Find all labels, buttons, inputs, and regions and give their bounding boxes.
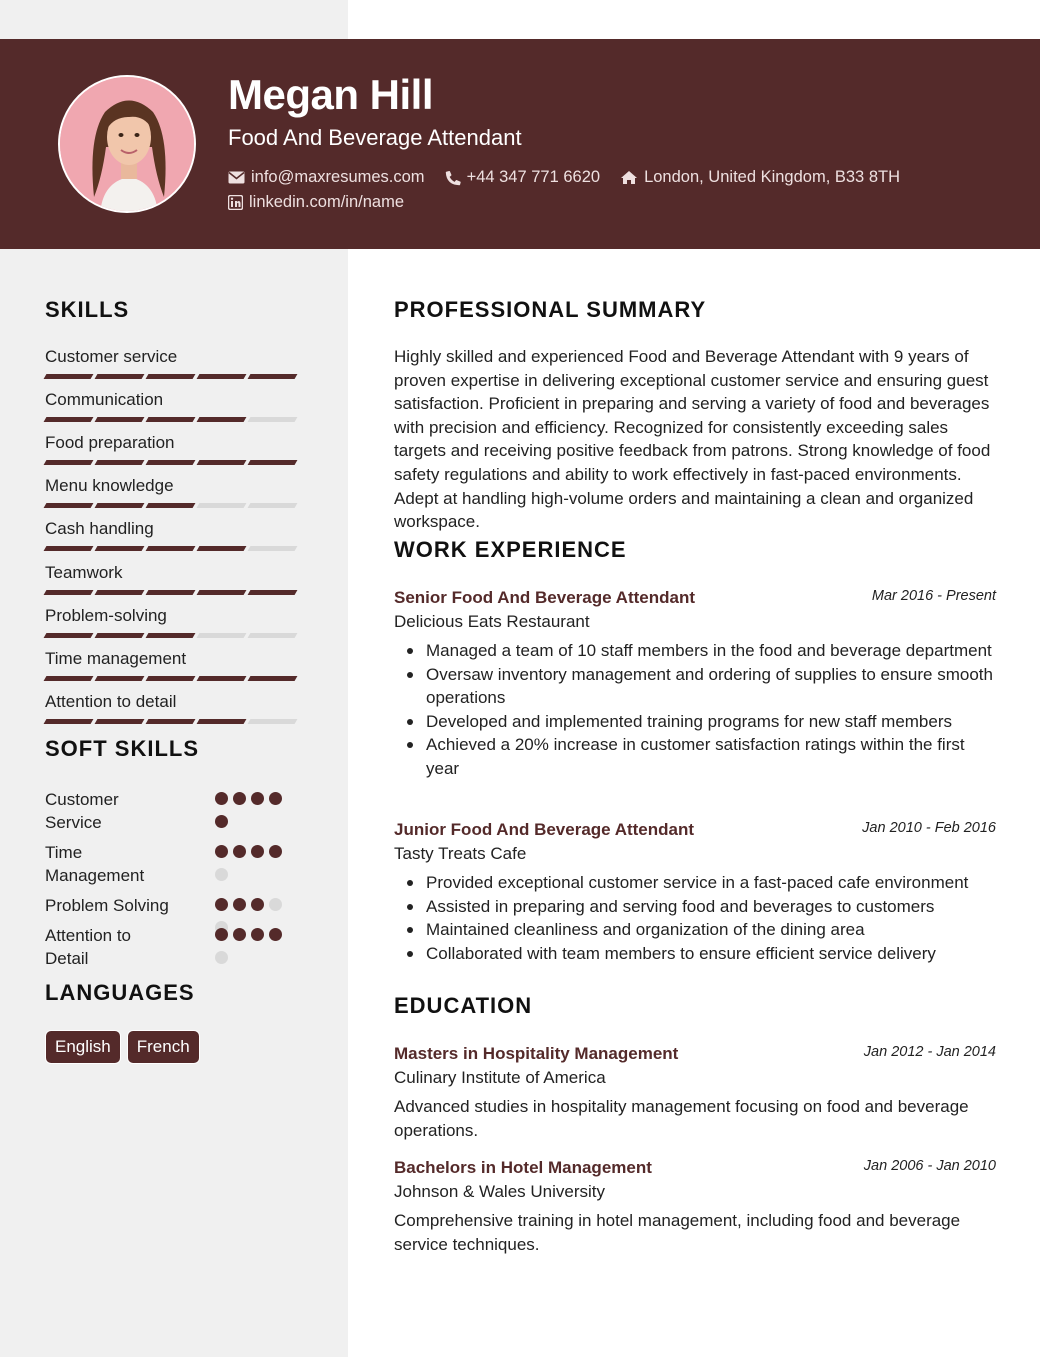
language-chip: English <box>45 1030 121 1064</box>
home-icon <box>620 170 638 185</box>
education-entry <box>394 1158 996 1256</box>
skill-level-segment <box>146 374 196 379</box>
skill-item <box>45 563 305 595</box>
job-date: Mar 2016 - Present <box>871 588 996 604</box>
education-section <box>394 993 996 1019</box>
skill-level-segment <box>44 633 94 638</box>
skill-level-segment <box>248 374 298 379</box>
skill-level-bar <box>45 503 305 508</box>
skill-level-segment <box>146 503 196 508</box>
phone-contact[interactable] <box>445 168 601 187</box>
job-entry <box>394 588 996 781</box>
job-bullet: Provided exceptional customer service in a fast-paced cafe environment <box>394 871 996 895</box>
rating-dot <box>215 815 228 828</box>
skill-level-segment <box>44 719 94 724</box>
skill-item <box>45 692 305 724</box>
job-bullet: Oversaw inventory management and ordering of supplies to ensure smooth operations <box>394 663 996 710</box>
rating-dot <box>251 845 264 858</box>
job-bullet: Developed and implemented training programs for new staff members <box>394 710 996 734</box>
rating-dot <box>215 928 228 941</box>
rating-dot <box>251 792 264 805</box>
summary-heading: PROFESSIONAL SUMMARY <box>394 297 707 322</box>
phone-text: +44 347 771 6620 <box>466 168 601 186</box>
summary-text: Highly skilled and experienced Food and Beverage Attendant with 9 years of proven expertise in delivering exceptional customer service and ensuring guest satisfaction. Proficient in preparing and serving a variety of food and beverages with precision and efficiency. Recognized for consistently exceeding sales targets and receiving positive feedback from patrons. Strong knowledge of food safety regulations and ability to work effectively in fast-paced environments. Adept at handling high-volume orders and maintaining a clean and organized workspace. <box>394 347 991 532</box>
rating-dot <box>233 845 246 858</box>
education-date: Jan 2006 - Jan 2010 <box>863 1158 996 1174</box>
skill-label: Cash handling <box>45 519 154 539</box>
job-company: Delicious Eats Restaurant <box>394 612 590 631</box>
skill-label: Problem-solving <box>45 605 167 625</box>
skill-level-segment <box>146 546 196 551</box>
soft-skill-label: Attention to Detail <box>45 926 132 968</box>
skill-level-bar <box>45 460 305 465</box>
skill-level-segment <box>197 590 247 595</box>
skill-level-segment <box>146 676 196 681</box>
rating-dot <box>215 951 228 964</box>
job-bullets <box>394 639 996 781</box>
skill-level-segment <box>248 460 298 465</box>
skill-level-segment <box>197 417 247 422</box>
skill-level-segment <box>146 590 196 595</box>
soft-skills-heading: SOFT SKILLS <box>45 736 199 761</box>
skill-level-segment <box>95 676 145 681</box>
candidate-name: Megan Hill <box>228 71 434 118</box>
skill-level-segment <box>95 503 145 508</box>
rating-dot <box>233 928 246 941</box>
skill-item <box>45 606 305 638</box>
languages-list <box>45 1030 206 1064</box>
skill-label: Menu knowledge <box>45 476 174 496</box>
skill-level-segment <box>95 546 145 551</box>
soft-skill-label: Time Management <box>45 843 145 885</box>
skill-level-segment <box>248 590 298 595</box>
education-heading: EDUCATION <box>394 993 533 1018</box>
skill-item <box>45 649 305 681</box>
rating-dot <box>269 928 282 941</box>
experience-heading: WORK EXPERIENCE <box>394 537 627 562</box>
skill-level-segment <box>44 546 94 551</box>
skill-level-segment <box>248 676 298 681</box>
skill-label: Time management <box>45 648 187 668</box>
rating-dot <box>269 845 282 858</box>
skill-level-segment <box>248 417 298 422</box>
resume-header <box>0 39 1040 249</box>
skill-item <box>45 476 305 508</box>
phone-icon <box>445 170 461 186</box>
avatar <box>58 75 196 213</box>
skill-label: Attention to detail <box>45 691 177 711</box>
skill-level-segment <box>248 633 298 638</box>
skill-level-segment <box>44 374 94 379</box>
education-description: Comprehensive training in hotel management, including food and beverage service techniques. <box>394 1211 961 1254</box>
soft-skills-section <box>45 736 305 762</box>
skill-level-segment <box>44 676 94 681</box>
job-bullet: Managed a team of 10 staff members in the food and beverage department <box>394 639 996 663</box>
job-entry <box>394 820 996 965</box>
skill-level-segment <box>197 546 247 551</box>
rating-dot <box>251 928 264 941</box>
skill-item <box>45 347 305 379</box>
rating-dot <box>251 898 264 911</box>
job-bullet: Assisted in preparing and serving food and beverages to customers <box>394 895 996 919</box>
skill-level-bar <box>45 590 305 595</box>
email-text: info@maxresumes.com <box>251 168 425 186</box>
soft-skill-rating <box>215 928 289 974</box>
skill-item <box>45 433 305 465</box>
job-title: Senior Food And Beverage Attendant <box>394 588 695 607</box>
skill-level-segment <box>95 590 145 595</box>
skill-level-bar <box>45 374 305 379</box>
rating-dot <box>215 868 228 881</box>
job-date: Jan 2010 - Feb 2016 <box>862 820 996 836</box>
skill-level-segment <box>146 719 196 724</box>
skill-level-bar <box>45 719 305 724</box>
linkedin-icon <box>228 195 243 210</box>
rating-dot <box>233 792 246 805</box>
languages-heading: LANGUAGES <box>45 980 195 1005</box>
education-entry <box>394 1044 996 1142</box>
skill-level-segment <box>197 460 247 465</box>
skill-level-segment <box>146 460 196 465</box>
job-title: Junior Food And Beverage Attendant <box>394 820 695 839</box>
skill-level-segment <box>95 719 145 724</box>
skill-level-segment <box>95 417 145 422</box>
contact-row-linkedin <box>228 193 424 212</box>
school-name: Johnson & Wales University <box>394 1182 606 1201</box>
skill-level-segment <box>44 460 94 465</box>
contact-row <box>228 168 920 187</box>
skill-level-bar <box>45 676 305 681</box>
skill-level-segment <box>197 503 247 508</box>
rating-dot <box>269 792 282 805</box>
education-description: Advanced studies in hospitality management focusing on food and beverage operations. <box>394 1097 969 1140</box>
rating-dot <box>215 792 228 805</box>
degree-title: Masters in Hospitality Management <box>394 1044 679 1063</box>
skill-label: Communication <box>45 390 164 410</box>
skill-level-bar <box>45 546 305 551</box>
degree-title: Bachelors in Hotel Management <box>394 1158 652 1177</box>
skill-label: Customer service <box>45 347 178 366</box>
language-chip: French <box>127 1030 200 1064</box>
rating-dot <box>215 898 228 911</box>
skill-level-segment <box>197 719 247 724</box>
skills-heading: SKILLS <box>45 297 130 322</box>
skill-level-segment <box>146 633 196 638</box>
job-bullet: Maintained cleanliness and organization of the dining area <box>394 918 996 942</box>
job-bullets <box>394 871 996 965</box>
skill-level-segment <box>44 417 94 422</box>
skill-level-segment <box>95 374 145 379</box>
candidate-title: Food And Beverage Attendant <box>228 125 522 150</box>
skill-level-segment <box>44 590 94 595</box>
rating-dot <box>215 845 228 858</box>
skill-level-segment <box>197 374 247 379</box>
job-bullet: Achieved a 20% increase in customer satisfaction ratings within the first year <box>394 733 996 780</box>
skill-level-bar <box>45 417 305 422</box>
skill-label: Food preparation <box>45 433 175 453</box>
job-bullet: Collaborated with team members to ensure efficient service delivery <box>394 942 996 966</box>
soft-skill-label: Problem Solving <box>45 896 169 915</box>
skill-level-segment <box>197 676 247 681</box>
skill-level-segment <box>44 503 94 508</box>
soft-skill-label: Customer Service <box>45 790 119 832</box>
experience-section <box>394 537 996 563</box>
skill-level-segment <box>95 633 145 638</box>
skill-level-segment <box>146 417 196 422</box>
school-name: Culinary Institute of America <box>394 1068 606 1087</box>
email-contact[interactable] <box>228 168 425 187</box>
job-company: Tasty Treats Cafe <box>394 844 527 863</box>
skill-level-bar <box>45 633 305 638</box>
address-text: London, United Kingdom, B33 8TH <box>644 168 900 186</box>
summary-section <box>394 297 996 534</box>
soft-skill-rating <box>215 792 289 838</box>
rating-dot <box>233 898 246 911</box>
soft-skill-rating <box>215 845 289 891</box>
skill-level-segment <box>248 546 298 551</box>
skill-label: Teamwork <box>45 562 123 582</box>
linkedin-contact[interactable] <box>228 193 404 212</box>
skill-level-segment <box>248 719 298 724</box>
linkedin-text: linkedin.com/in/name <box>249 193 404 211</box>
envelope-icon <box>228 171 245 184</box>
rating-dot <box>269 898 282 911</box>
education-date: Jan 2012 - Jan 2014 <box>863 1044 996 1060</box>
skill-level-segment <box>95 460 145 465</box>
skill-item <box>45 390 305 422</box>
address-contact <box>620 168 900 187</box>
languages-section <box>45 980 305 1006</box>
skill-level-segment <box>197 633 247 638</box>
skill-level-segment <box>248 503 298 508</box>
skills-section <box>45 297 305 323</box>
skill-item <box>45 519 305 551</box>
